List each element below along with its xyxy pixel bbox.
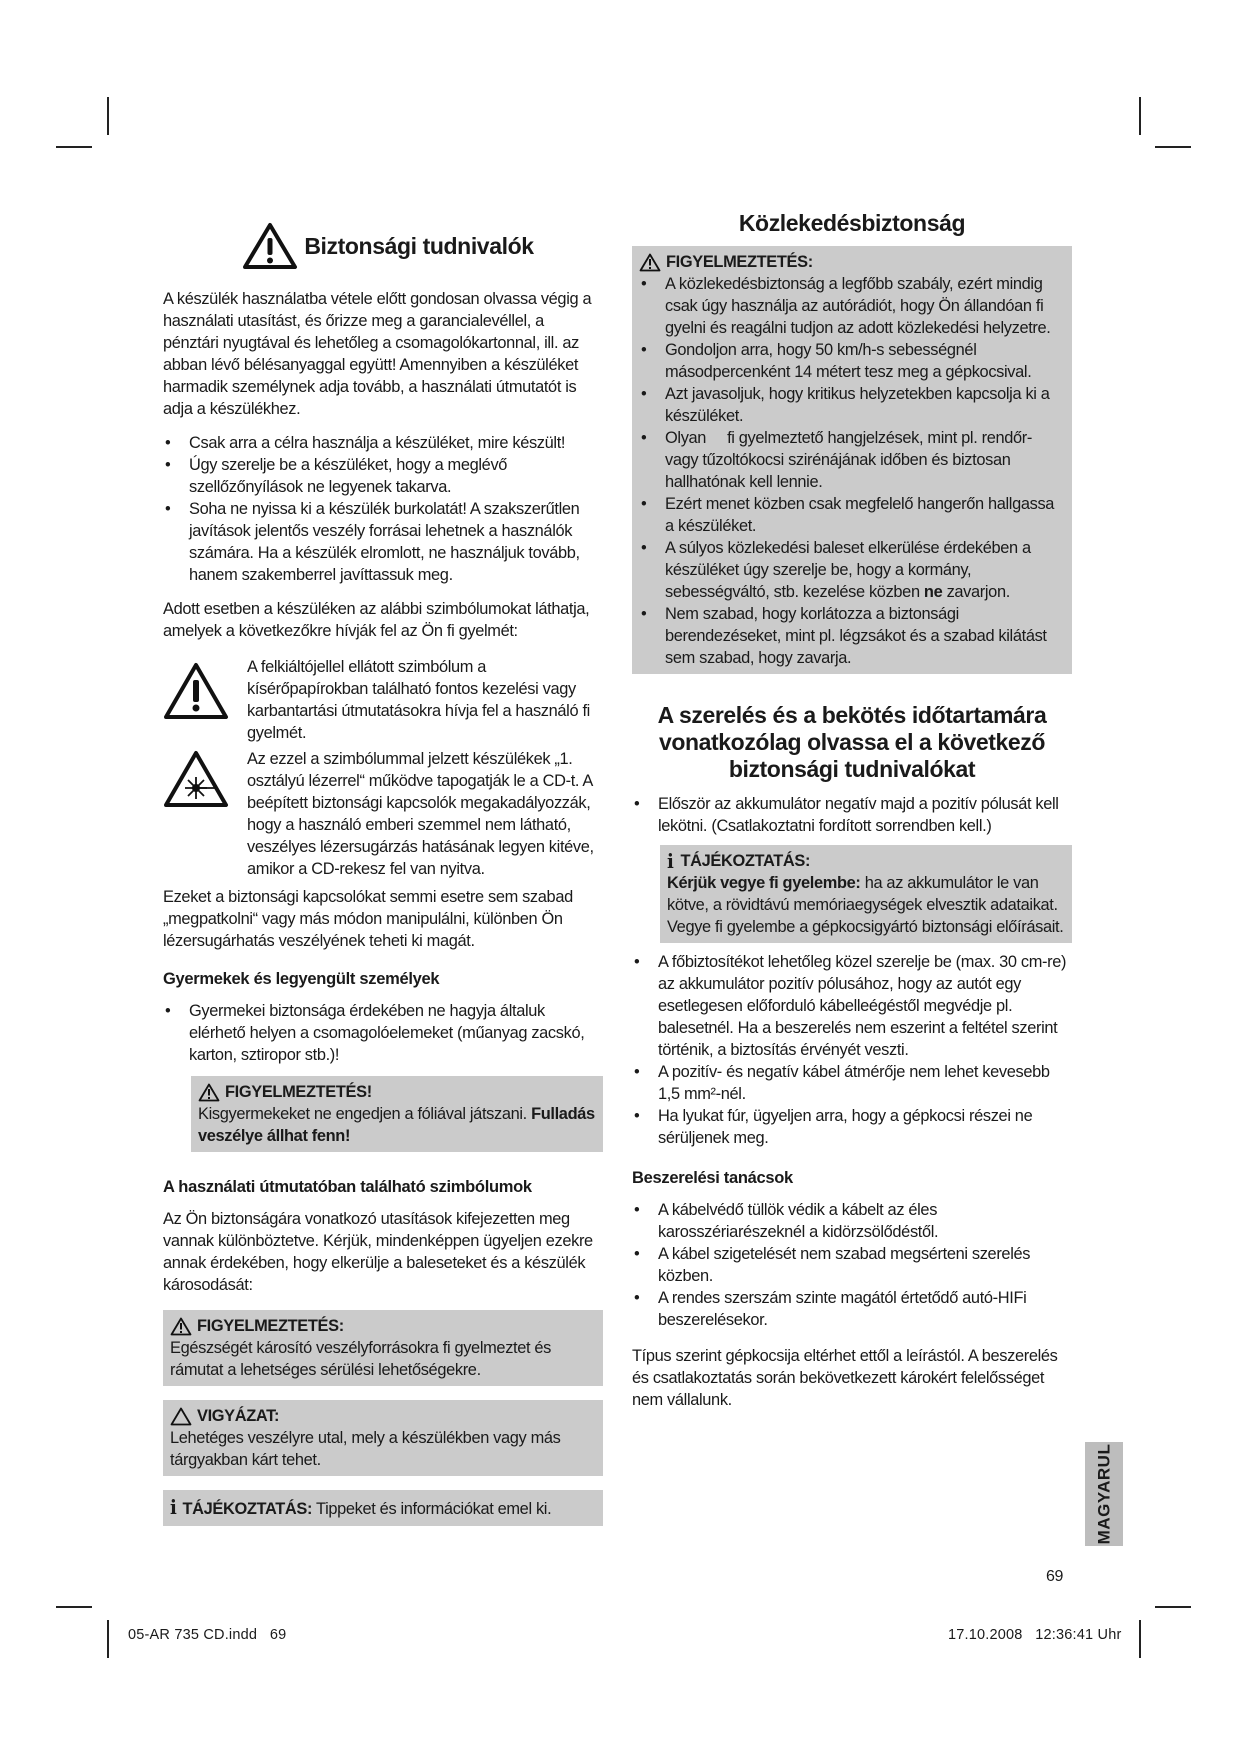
closing-paragraph: Típus szerint gépkocsija eltérhet ettől a leírástól. A beszerelés és csatlakoztatás során bekövetkezett károkért felelősséget nem vállalunk. [632,1347,1058,1409]
list-item: • Olyan fi gyelmeztető hangjelzések, mint pl. rendőr- vagy tűzoltókocsi szirénájának időben és biztosan hallhatónak kell lennie. [639,427,1065,493]
crop-mark [1155,146,1191,148]
safety-title: Biztonsági tudnivalók [304,233,534,259]
list-item: • Soha ne nyissa ki a készülék burkolatát! A szakszerűtlen javítások jelentős veszély forrásai lehetnek a használók számára. Ha a készülék elromlott, ne használjuk tovább, hanem szakemberrel javíttassuk meg. [163,498,603,586]
list-item-bold: ne [923,583,943,601]
laser-radiation-icon [163,750,229,808]
warning-triangle-icon [242,222,298,270]
list-item: • Azt javasoljuk, hogy kritikus helyzetekben kapcsolja ki a készüléket. [639,383,1065,427]
box-head-label: TÁJÉKOZTATÁS: [182,1500,313,1518]
language-side-tab [1085,1442,1123,1546]
right-column [632,212,1072,1411]
crop-mark [107,97,109,135]
crop-mark [1139,97,1141,135]
list-item: • Gondoljon arra, hogy 50 km/h-s sebességnél másodpercenként 14 métert tesz meg a gépkocsival. [639,339,1065,383]
crop-mark [107,1620,109,1658]
page-number: 69 [1046,1568,1064,1585]
symbol-icon-cell [163,748,233,880]
box-text-plain: ha az akkumulátor le van kötve, a rövidtávú memóriaegységek elvesztik adataikat. Vegye fi gyelembe a gépkocsigyártó biztonsági előírásait. [667,874,1064,936]
box-head-label: FIGYELMEZTETÉS! [225,1083,372,1101]
traffic-bullet-list [639,273,1065,669]
symbol-warning-text: A felkiáltójellel ellátott szimbólum a kísérőpapírokban található fontos kezelési vagy karbantartási útmutatásokra hívja fel a használó fi gyelmét. [247,658,590,742]
box-head [667,850,1065,872]
children-heading: Gyermekek és legyengült személyek [163,970,440,988]
children-bullet-list [163,1000,603,1066]
list-item: • A közlekedésbiztonság a legfőbb szabály, ezért mindig csak úgy használja az autórádiót, hogy Ön állandóan fi gyelni és reagálni tudjon az adott közlekedési helyzetre. [639,273,1065,339]
install-first-bullet [632,793,1072,837]
symbol-warning-row [163,656,603,744]
list-item: • A kábelvédő tüllök védik a kábelt az éles karosszériarészeknél a kidörzsölődéstől. [632,1199,1072,1243]
manual-symbols-text: Az Ön biztonságára vonatkozó utasítások kifejezetten meg vannak különböztetve. Kérjük, mindenképpen ügyeljen ezekre annak érdekében, hogy elkerülje a baleseteket és a készülék károsodását: [163,1210,593,1294]
install-info-box [660,845,1072,943]
intro-paragraph: A készülék használatba vétele előtt gondosan olvassa végig a használati utasítást, és őrizze meg a garancialevéllel, a pénztári nyugtával és lehetőleg a csomagolókartonnal, ill. az abban lévő bélésanyaggal együtt! Amennyiben a készüléket harmadik személynek adja tovább, a használati útmutatót is adja a készülékhez. [163,290,592,418]
list-item-text: A súlyos közlekedési baleset elkerülése érdekében a készüléket úgy szerelje be, hogy a kormány, sebességváltó, stb. kezelése közben [665,539,1031,601]
box-text-plain: Kisgyermekeket ne engedjen a fóliával játszani. [198,1105,532,1123]
warning-triangle-icon [639,253,661,272]
box-text-bold: Kérjük vegye fi gyelembe: [667,874,861,892]
info-icon: i [170,1495,177,1519]
list-item: • A rendes szerszám szinte magától értetődő autó-HIFi beszerelésekor. [632,1287,1072,1331]
box-text [667,872,1065,938]
box-head [170,1315,596,1337]
crop-mark [1155,1606,1191,1608]
box-text: Egészségét károsító veszélyforrásokra fi gyelmeztet és rámutat a lehetséges sérülési lehetőségekre. [170,1339,552,1379]
box-text: Lehetéges veszélyre utal, mely a készülékben vagy más tárgyakban kárt tehet. [170,1429,561,1469]
symbol-laser-row [163,748,603,880]
box-head-label: FIGYELMEZTETÉS: [666,253,813,271]
footer-date-info: 17.10.2008 12:36:41 Uhr [948,1627,1122,1643]
after-symbols-paragraph: Ezeket a biztonsági kapcsolókat semmi esetre sem szabad „megpatkolni“ vagy más módon manipulálni, különben Ön lézersugárhatás veszélyének teheti ki magát. [163,888,573,950]
install-title: A szerelés és a bekötés időtartamára vonatkozólag olvassa el a következő biztonsági tudnivalókat [657,702,1047,782]
crop-mark [56,1606,92,1608]
box-head-label: TÁJÉKOZTATÁS: [680,852,811,870]
info-box [163,1490,603,1526]
crop-mark [56,146,92,148]
exclamation-triangle-icon [163,662,229,720]
caution-triangle-icon [170,1407,192,1426]
list-item: • Csak arra a célra használja a készüléket, mire készült! [163,432,603,454]
box-head-label: FIGYELMEZTETÉS: [197,1317,344,1335]
warning-triangle-icon [198,1083,220,1102]
tips-bullet-list [632,1199,1072,1331]
list-item [639,537,1065,603]
traffic-warning-box [632,246,1072,674]
list-item: • Nem szabad, hogy korlátozza a biztonsági berendezéseket, mint pl. légzsákot és a szabad kilátást sem szabad, hogy zavarja. [639,603,1065,669]
box-head [170,1405,596,1427]
crop-mark [1139,1620,1141,1658]
symbols-intro: Adott esetben a készüléken az alábbi szimbólumokat láthatja, amelyek a következőkre hívják fel az Ön fi gyelmét: [163,600,590,640]
install-bullet-list [632,951,1072,1149]
warning-box [163,1310,603,1386]
list-item: • Ezért menet közben csak megfelelő hangerőn hallgassa a készüléket. [639,493,1065,537]
box-text: Tippeket és információkat emel ki. [312,1500,552,1518]
list-item: • A kábel szigetelését nem szabad megsérteni szerelés közben. [632,1243,1072,1287]
list-item: • Először az akkumulátor negatív majd a pozitív pólusát kell lekötni. (Csatlakoztatni fordított sorrendben kell.) [632,793,1072,837]
children-warning-box [191,1076,603,1152]
list-item: • Gyermekei biztonsága érdekében ne hagyja általuk elérhető helyen a csomagolóelemeket (műanyag zacskó, karton, sztiropor stb.)! [163,1000,603,1066]
safety-bullet-list [163,432,603,586]
left-column [163,222,603,1526]
symbol-icon-cell [163,656,233,744]
list-item: • A pozitív- és negatív kábel átmérője nem lehet kevesebb 1,5 mm²-nél. [632,1061,1072,1105]
box-head [639,251,1065,273]
footer-file-info: 05-AR 735 CD.indd 69 [128,1627,287,1643]
list-item-tail: zavarjon. [942,583,1010,601]
caution-box [163,1400,603,1476]
list-item: • A főbiztosítékot lehetőleg közel szerelje be (max. 30 cm-re) az akkumulátor pozitív pólusához, hogy az autót egy esetlegesen előforduló kábelleégéstől megvédje pl. balesetnél. Ha a beszerelés nem eszerint a feltétel szerint történik, a biztosítás érvényét veszti. [632,951,1072,1061]
box-head-label: VIGYÁZAT: [197,1407,280,1425]
traffic-title: Közlekedésbiztonság [738,210,966,236]
section-title-safety [163,222,603,270]
tips-heading: Beszerelési tanácsok [632,1169,793,1187]
manual-symbols-heading: A használati útmutatóban található szimbólumok [163,1178,532,1196]
box-text [198,1103,596,1147]
warning-triangle-icon [170,1317,192,1336]
list-item: • Úgy szerelje be a készüléket, hogy a meglévő szellőzőnyílások ne legyenek takarva. [163,454,603,498]
language-label: MAGYARUL [1094,1443,1113,1545]
box-head [198,1081,596,1103]
box-text-bold: Fulladás veszélye állhat fenn! [198,1105,595,1145]
symbol-laser-text: Az ezzel a szimbólummal jelzett készülékek „1. osztályú lézerrel“ működve tapogatják le a CD-t. A beépített biztonsági kapcsolók megakadályozzák, hogy a használó emberi szemmel nem látható, veszélyes lézersugárzás hatásának legyen kitéve, amikor a CD-rekesz fel van nyitva. [247,750,594,878]
info-icon: i [667,849,674,873]
list-item: • Ha lyukat fúr, ügyeljen arra, hogy a gépkocsi részei ne sérüljenek meg. [632,1105,1072,1149]
